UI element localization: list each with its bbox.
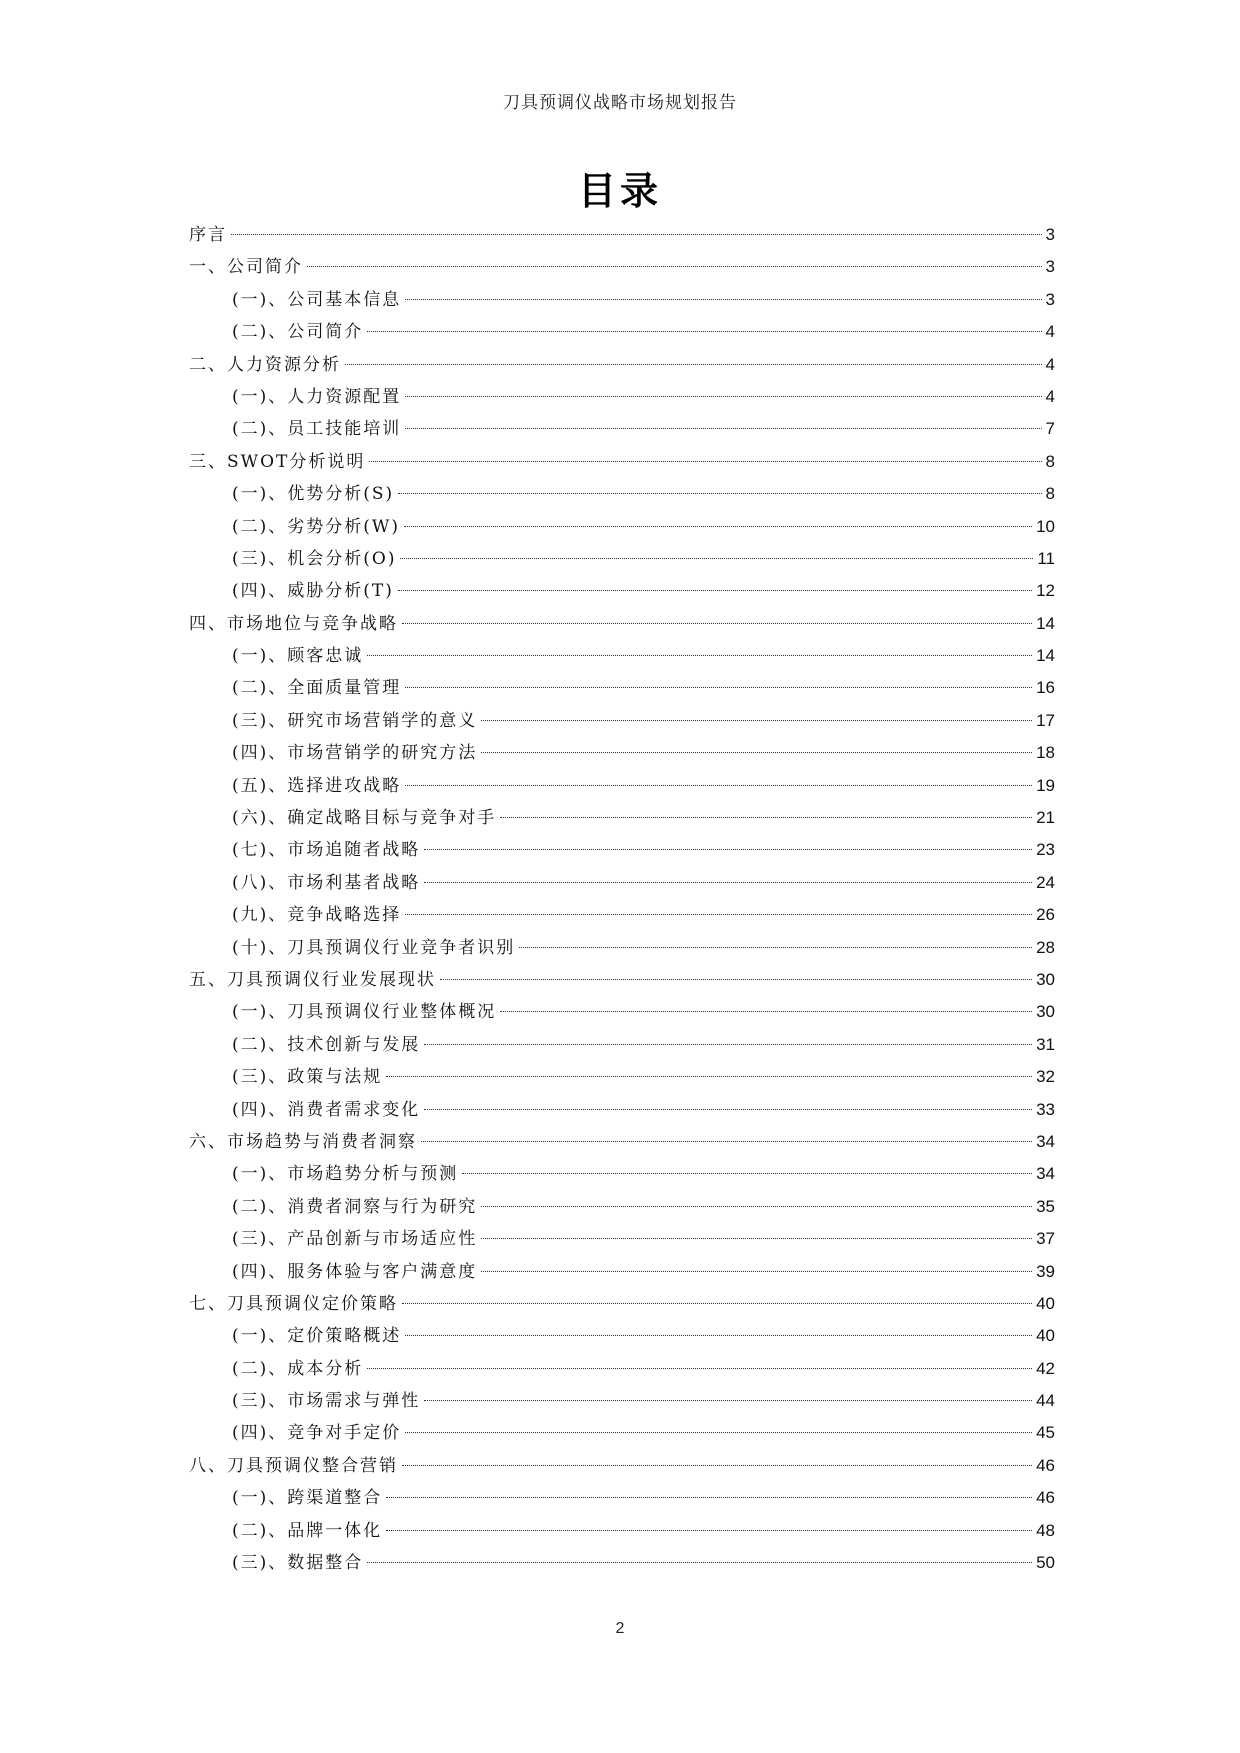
toc-dot-leader — [405, 1432, 1032, 1433]
toc-dot-leader — [405, 396, 1041, 397]
toc-entry-page-number: 3 — [1045, 257, 1055, 277]
toc-subsection-entry[interactable] — [189, 867, 1055, 899]
toc-subsection-entry[interactable] — [189, 1547, 1055, 1579]
toc-dot-leader — [481, 1238, 1032, 1239]
toc-subsection-entry[interactable] — [189, 1061, 1055, 1093]
toc-dot-leader — [405, 299, 1041, 300]
toc-entry-page-number: 35 — [1036, 1196, 1055, 1216]
toc-entry-page-number: 23 — [1036, 840, 1055, 860]
toc-entry-label: (四)、威胁分析(T) — [232, 581, 394, 602]
toc-dot-leader — [481, 1271, 1032, 1272]
toc-dot-leader — [398, 493, 1041, 494]
toc-entry-page-number: 10 — [1036, 516, 1055, 536]
toc-entry-label: (一)、公司基本信息 — [232, 289, 402, 310]
toc-dot-leader — [405, 785, 1032, 786]
toc-dot-leader — [369, 461, 1041, 462]
toc-dot-leader — [481, 1206, 1032, 1207]
toc-subsection-entry[interactable] — [189, 1223, 1055, 1255]
toc-entry-page-number: 48 — [1036, 1520, 1055, 1540]
toc-dot-leader — [367, 1562, 1032, 1563]
toc-subsection-entry[interactable] — [189, 511, 1055, 543]
toc-entry-label: (二)、全面质量管理 — [232, 678, 402, 699]
toc-entry-page-number: 42 — [1036, 1358, 1055, 1378]
toc-dot-leader — [400, 558, 1033, 559]
toc-entry-page-number: 46 — [1036, 1488, 1055, 1508]
page-number: 2 — [615, 1620, 625, 1637]
toc-dot-leader — [367, 331, 1041, 332]
toc-entry-label: (二)、消费者洞察与行为研究 — [232, 1196, 478, 1217]
toc-subsection-entry[interactable] — [189, 834, 1055, 866]
toc-dot-leader — [231, 234, 1042, 235]
toc-dot-leader — [402, 623, 1032, 624]
toc-dot-leader — [421, 1141, 1032, 1142]
toc-section-entry[interactable] — [189, 964, 1055, 996]
toc-subsection-entry[interactable] — [189, 1515, 1055, 1547]
toc-entry-page-number: 7 — [1045, 419, 1055, 439]
toc-dot-leader — [500, 817, 1032, 818]
toc-entry-page-number: 45 — [1036, 1423, 1055, 1443]
toc-dot-leader — [402, 1465, 1032, 1466]
toc-entry-label: (二)、品牌一体化 — [232, 1520, 383, 1541]
toc-dot-leader — [386, 1497, 1032, 1498]
toc-dot-leader — [405, 428, 1041, 429]
toc-dot-leader — [424, 882, 1032, 883]
toc-dot-leader — [519, 947, 1032, 948]
toc-section-entry[interactable] — [189, 608, 1055, 640]
toc-entry-label: 一、公司简介 — [189, 257, 303, 278]
toc-entry-label: (一)、人力资源配置 — [232, 386, 402, 407]
toc-entry-page-number: 4 — [1045, 386, 1055, 406]
toc-subsection-entry[interactable] — [189, 737, 1055, 769]
toc-entry-label: (三)、机会分析(O) — [232, 548, 397, 569]
toc-entry-label: (一)、市场趋势分析与预测 — [232, 1164, 459, 1185]
toc-subsection-entry[interactable] — [189, 381, 1055, 413]
toc-section-entry[interactable] — [189, 251, 1055, 283]
toc-subsection-entry[interactable] — [189, 1256, 1055, 1288]
toc-entry-page-number: 24 — [1036, 872, 1055, 892]
toc-dot-leader — [345, 364, 1042, 365]
toc-entry-label: (四)、服务体验与客户满意度 — [232, 1261, 478, 1282]
toc-entry-page-number: 14 — [1036, 646, 1055, 666]
toc-entry-label: (四)、消费者需求变化 — [232, 1099, 421, 1120]
toc-subsection-entry[interactable] — [189, 1385, 1055, 1417]
toc-entry-label: (四)、竞争对手定价 — [232, 1423, 402, 1444]
toc-entry-page-number: 50 — [1036, 1553, 1055, 1573]
toc-entry-page-number: 8 — [1045, 451, 1055, 471]
toc-entry-label: (九)、竞争战略选择 — [232, 905, 402, 926]
toc-dot-leader — [481, 720, 1032, 721]
toc-subsection-entry[interactable] — [189, 575, 1055, 607]
toc-dot-leader — [500, 1011, 1032, 1012]
toc-entry-label: (一)、定价策略概述 — [232, 1326, 402, 1347]
toc-subsection-entry[interactable] — [189, 1191, 1055, 1223]
toc-entry-label: (一)、跨渠道整合 — [232, 1488, 383, 1509]
toc-subsection-entry[interactable] — [189, 996, 1055, 1028]
toc-dot-leader — [462, 1173, 1032, 1174]
toc-section-entry[interactable] — [189, 219, 1055, 251]
toc-dot-leader — [367, 1368, 1032, 1369]
toc-entry-page-number: 34 — [1036, 1131, 1055, 1151]
toc-entry-page-number: 19 — [1036, 775, 1055, 795]
toc-dot-leader — [307, 266, 1042, 267]
toc-entry-page-number: 14 — [1036, 613, 1055, 633]
toc-subsection-entry[interactable] — [189, 640, 1055, 672]
toc-entry-page-number: 37 — [1036, 1229, 1055, 1249]
toc-entry-label: (二)、成本分析 — [232, 1358, 364, 1379]
toc-entry-label: 四、市场地位与竞争战略 — [189, 613, 398, 634]
running-header: 刀具预调仪战略市场规划报告 — [503, 93, 737, 113]
toc-dot-leader — [367, 655, 1032, 656]
toc-subsection-entry[interactable] — [189, 1158, 1055, 1190]
toc-entry-label: (十)、刀具预调仪行业竞争者识别 — [232, 937, 516, 958]
toc-entry-page-number: 34 — [1036, 1164, 1055, 1184]
toc-subsection-entry[interactable] — [189, 1029, 1055, 1061]
toc-subsection-entry[interactable] — [189, 478, 1055, 510]
toc-entry-page-number: 8 — [1045, 484, 1055, 504]
toc-section-entry[interactable] — [189, 1450, 1055, 1482]
toc-entry-page-number: 12 — [1036, 581, 1055, 601]
toc-section-entry[interactable] — [189, 446, 1055, 478]
toc-entry-label: (二)、员工技能培训 — [232, 419, 402, 440]
toc-subsection-entry[interactable] — [189, 1094, 1055, 1126]
toc-dot-leader — [424, 1044, 1032, 1045]
toc-entry-page-number: 18 — [1036, 743, 1055, 763]
toc-dot-leader — [405, 914, 1032, 915]
page-title: 目录 — [577, 169, 662, 213]
toc-entry-label: (一)、刀具预调仪行业整体概况 — [232, 1002, 497, 1023]
table-of-contents — [189, 219, 1055, 1579]
toc-entry-label: (二)、技术创新与发展 — [232, 1034, 421, 1055]
toc-dot-leader — [481, 752, 1032, 753]
toc-entry-label: (四)、市场营销学的研究方法 — [232, 743, 478, 764]
toc-entry-label: 八、刀具预调仪整合营销 — [189, 1455, 398, 1476]
toc-subsection-entry[interactable] — [189, 1482, 1055, 1514]
toc-entry-page-number: 4 — [1045, 322, 1055, 342]
toc-subsection-entry[interactable] — [189, 932, 1055, 964]
toc-entry-page-number: 26 — [1036, 905, 1055, 925]
toc-entry-label: (一)、优势分析(S) — [232, 484, 395, 505]
toc-subsection-entry[interactable] — [189, 413, 1055, 445]
toc-entry-label: 三、SWOT分析说明 — [189, 451, 366, 472]
toc-dot-leader — [386, 1530, 1032, 1531]
toc-entry-label: 二、人力资源分析 — [189, 354, 341, 375]
toc-entry-page-number: 30 — [1036, 1002, 1055, 1022]
toc-entry-page-number: 40 — [1036, 1293, 1055, 1313]
toc-entry-page-number: 30 — [1036, 969, 1055, 989]
toc-section-entry[interactable] — [189, 349, 1055, 381]
toc-subsection-entry[interactable] — [189, 770, 1055, 802]
toc-entry-page-number: 3 — [1045, 225, 1055, 244]
toc-entry-label: 六、市场趋势与消费者洞察 — [189, 1131, 417, 1152]
toc-entry-label: (三)、研究市场营销学的意义 — [232, 710, 478, 731]
toc-entry-page-number: 4 — [1045, 354, 1055, 374]
toc-entry-page-number: 40 — [1036, 1326, 1055, 1346]
toc-entry-page-number: 39 — [1036, 1261, 1055, 1281]
toc-entry-label: (三)、数据整合 — [232, 1553, 364, 1574]
toc-dot-leader — [402, 1303, 1032, 1304]
toc-entry-page-number: 21 — [1036, 808, 1055, 828]
toc-entry-page-number: 28 — [1036, 937, 1055, 957]
toc-entry-page-number: 33 — [1036, 1099, 1055, 1119]
toc-section-entry[interactable] — [189, 1288, 1055, 1320]
toc-entry-page-number: 11 — [1037, 548, 1055, 568]
toc-subsection-entry[interactable] — [189, 316, 1055, 348]
toc-subsection-entry[interactable] — [189, 1320, 1055, 1352]
toc-dot-leader — [424, 1109, 1032, 1110]
toc-entry-label: (六)、确定战略目标与竞争对手 — [232, 808, 497, 829]
toc-dot-leader — [386, 1076, 1032, 1077]
toc-dot-leader — [424, 1400, 1032, 1401]
toc-dot-leader — [405, 687, 1032, 688]
toc-subsection-entry[interactable] — [189, 284, 1055, 316]
toc-entry-label: (五)、选择进攻战略 — [232, 775, 402, 796]
toc-entry-page-number: 46 — [1036, 1455, 1055, 1475]
toc-entry-label: (八)、市场利基者战略 — [232, 872, 421, 893]
toc-entry-page-number: 44 — [1036, 1391, 1055, 1411]
toc-entry-page-number: 16 — [1036, 678, 1055, 698]
toc-dot-leader — [440, 979, 1032, 980]
toc-entry-label: 序言 — [189, 225, 227, 245]
toc-section-entry[interactable] — [189, 1126, 1055, 1158]
toc-subsection-entry[interactable] — [189, 1353, 1055, 1385]
toc-entry-page-number: 32 — [1036, 1067, 1055, 1087]
toc-entry-label: 七、刀具预调仪定价策略 — [189, 1293, 398, 1314]
toc-dot-leader — [405, 1335, 1032, 1336]
toc-dot-leader — [424, 849, 1032, 850]
toc-subsection-entry[interactable] — [189, 899, 1055, 931]
toc-dot-leader — [404, 526, 1032, 527]
toc-subsection-entry[interactable] — [189, 672, 1055, 704]
toc-entry-label: (三)、产品创新与市场适应性 — [232, 1229, 478, 1250]
toc-subsection-entry[interactable] — [189, 705, 1055, 737]
toc-entry-page-number: 3 — [1045, 289, 1055, 309]
toc-entry-label: (二)、公司简介 — [232, 322, 364, 343]
toc-entry-label: (二)、劣势分析(W) — [232, 516, 401, 537]
toc-dot-leader — [398, 590, 1032, 591]
toc-entry-label: (三)、政策与法规 — [232, 1067, 383, 1088]
toc-entry-label: 五、刀具预调仪行业发展现状 — [189, 969, 436, 990]
toc-subsection-entry[interactable] — [189, 1417, 1055, 1449]
toc-entry-label: (七)、市场追随者战略 — [232, 840, 421, 861]
toc-subsection-entry[interactable] — [189, 543, 1055, 575]
toc-subsection-entry[interactable] — [189, 802, 1055, 834]
toc-entry-page-number: 17 — [1036, 710, 1055, 730]
toc-entry-label: (三)、市场需求与弹性 — [232, 1391, 421, 1412]
toc-entry-label: (一)、顾客忠诚 — [232, 646, 364, 667]
toc-entry-page-number: 31 — [1036, 1034, 1055, 1054]
